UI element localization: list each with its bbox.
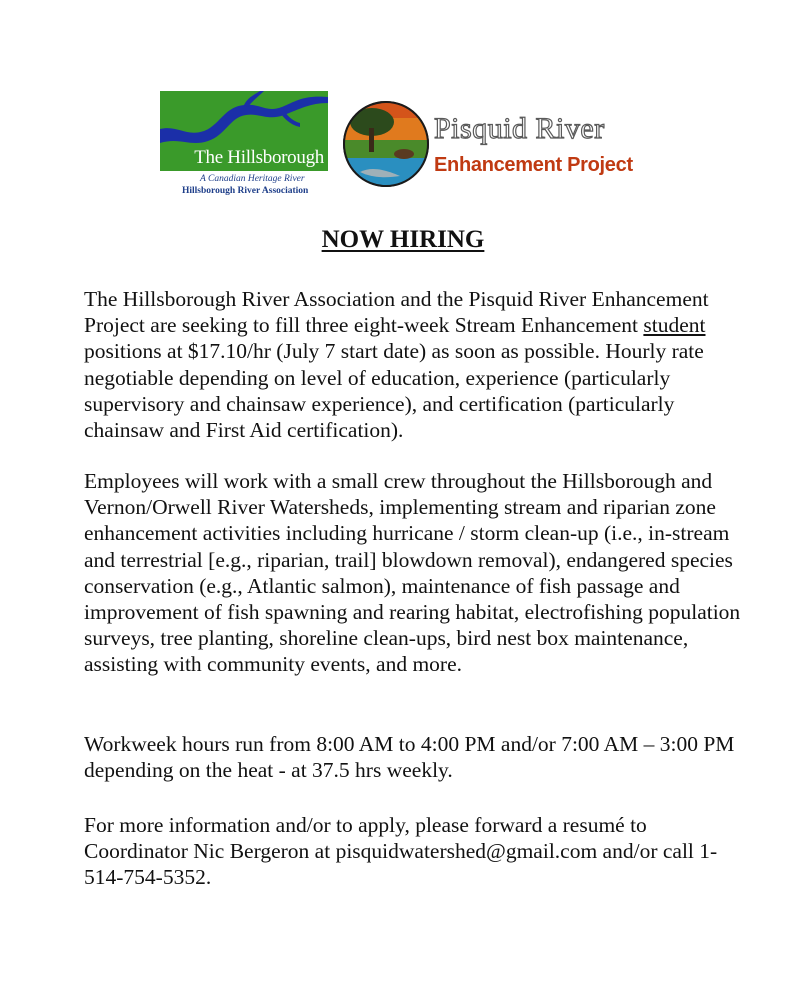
student-underlined: student (643, 313, 706, 338)
pisquid-title: Pisquid River (434, 112, 605, 145)
hillsborough-logo (160, 91, 328, 199)
hillsborough-name: The Hillsborough (194, 147, 324, 168)
intro-text-end: positions at $17.10/hr (July 7 start date) as soon as possible. Hourly rate negotiable depending on level of education, experience (particularly supervisory and chainsaw experience), and certification (particularly chainsaw and First Aid certification). (84, 339, 704, 443)
contact-paragraph: For more information and/or to apply, please forward a resumé to Coordinator Nic Bergeron at pisquidwatershed@gmail.com and/or call 1-514-754-5352. (84, 813, 718, 890)
hillsborough-river-map-icon (160, 91, 328, 171)
pisquid-subtitle: Enhancement Project (434, 154, 633, 176)
intro-text-start: The Hillsborough River Association and the Pisquid River Enhancement Project are seeking to fill three eight-week Stream Enhancement (84, 287, 709, 338)
hours-paragraph: Workweek hours run from 8:00 AM to 4:00 PM and/or 7:00 AM – 3:00 PM depending on the heat - at 37.5 hrs weekly. (84, 732, 735, 783)
duties-paragraph: Employees will work with a small crew throughout the Hillsborough and Vernon/Orwell River Watersheds, implementing stream and riparian zone enhancement activities including hurricane / storm clean-up (i.e., in-stream and terrestrial [e.g., riparian, trail] blowdown removal), endangered species conservation (e.g., Atlantic salmon), maintenance of fish passage and improvement of fish spawning and rearing habitat, electrofishing population surveys, tree planting, shoreline clean-ups, bird nest box maintenance, assisting with community events, and more. (84, 469, 741, 677)
pisquid-emblem-icon (342, 100, 430, 188)
hillsborough-association: Hillsborough River Association (182, 186, 309, 196)
intro-paragraph (84, 286, 744, 443)
page-title: NOW HIRING (321, 226, 485, 253)
pisquid-logo (342, 100, 660, 196)
hillsborough-tagline: A Canadian Heritage River (200, 174, 305, 184)
logos-row (160, 88, 660, 203)
